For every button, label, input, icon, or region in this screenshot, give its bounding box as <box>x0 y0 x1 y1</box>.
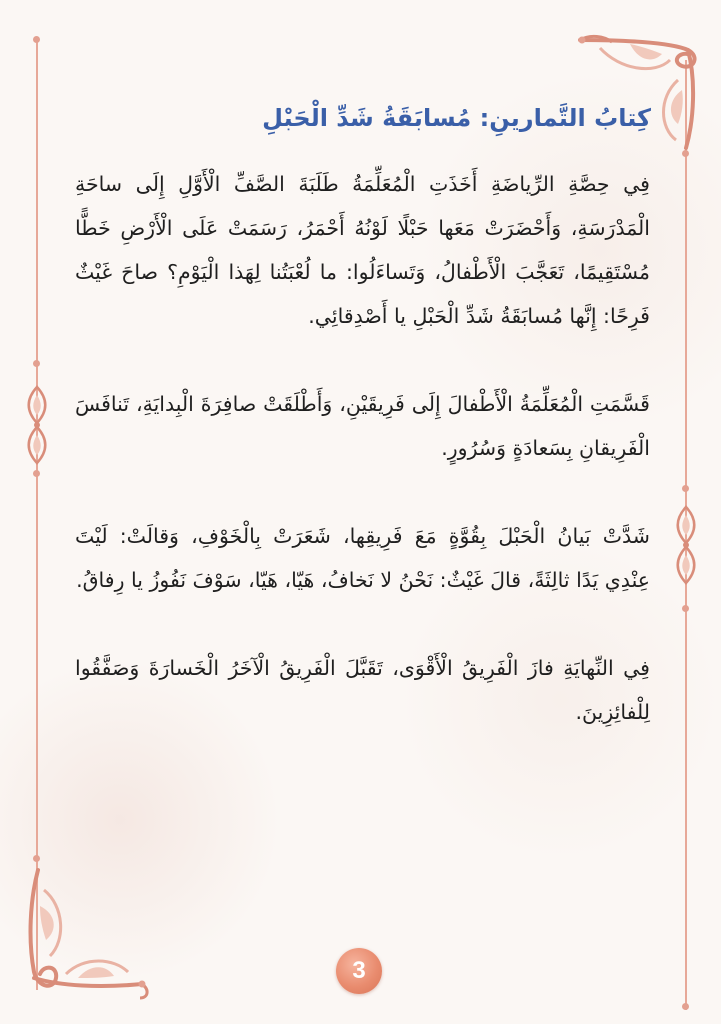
border-dot <box>33 360 40 367</box>
border-dot <box>33 36 40 43</box>
corner-ornament-top-right <box>560 20 710 160</box>
page-title: كِتابُ التَّمارينِ: مُسابَقَةُ شَدِّ الْحَبْلِ <box>262 104 651 132</box>
paragraph: شَدَّتْ بَيانُ الْحَبْلَ بِقُوَّةٍ مَعَ فَرِيقِها، شَعَرَتْ بِالْخَوْفِ، وَقالَتْ: لَيْتَ عِنْدِي يَدًا ثالِثَةً، قالَ غَيْثٌ: نَحْنُ لا نَخافُ، هَيّا، هَيّا، سَوْفَ نَفُوزُ يا رِفاقُ. <box>75 524 650 592</box>
paragraph: فِي حِصَّةِ الرِّياضَةِ أَخَذَتِ الْمُعَلِّمَةُ طَلَبَةَ الصَّفِّ الْأَوَّلِ إِلَى ساحَةِ الْمَدْرَسَةِ، وَأَحْضَرَتْ مَعَها حَبْلًا لَوْنُهُ أَحْمَرُ، رَسَمَتْ عَلَى الْأَرْضِ خَطًّا مُسْتَقِيمًا، تَعَجَّبَ الْأَطْفالُ، وَتَساءَلُوا: ما لُعْبَتُنا لِهَذا الْيَوْمِ؟ صاحَ غَيْثٌ فَرِحًا: إِنَّها مُسابَقَةُ شَدِّ الْحَبْلِ يا أَصْدِقائِي. <box>75 172 650 328</box>
paragraph: قَسَّمَتِ الْمُعَلِّمَةُ الْأَطْفالَ إِلَى فَرِيقَيْنِ، وَأَطْلَقَتْ صافِرَةَ الْبِدايَةِ، تَنافَسَ الْفَرِيقانِ بِسَعادَةٍ وَسُرُورٍ. <box>75 392 650 460</box>
side-ornament-right <box>671 505 701 585</box>
border-dot <box>33 470 40 477</box>
border-dot <box>682 1003 689 1010</box>
story-body <box>75 162 650 778</box>
border-dot <box>682 485 689 492</box>
page-number-badge: 3 <box>336 948 382 994</box>
corner-ornament-bottom-left <box>10 860 160 1010</box>
border-dot <box>682 605 689 612</box>
left-border-line <box>36 40 38 990</box>
paragraph: فِي النِّهايَةِ فازَ الْفَرِيقُ الْأَقْوَى، تَقَبَّلَ الْفَرِيقُ الْآخَرُ الْخَسارَةَ وَصَفَّقُوا لِلْفائِزِينَ. <box>75 656 650 724</box>
side-ornament-left <box>22 385 52 465</box>
